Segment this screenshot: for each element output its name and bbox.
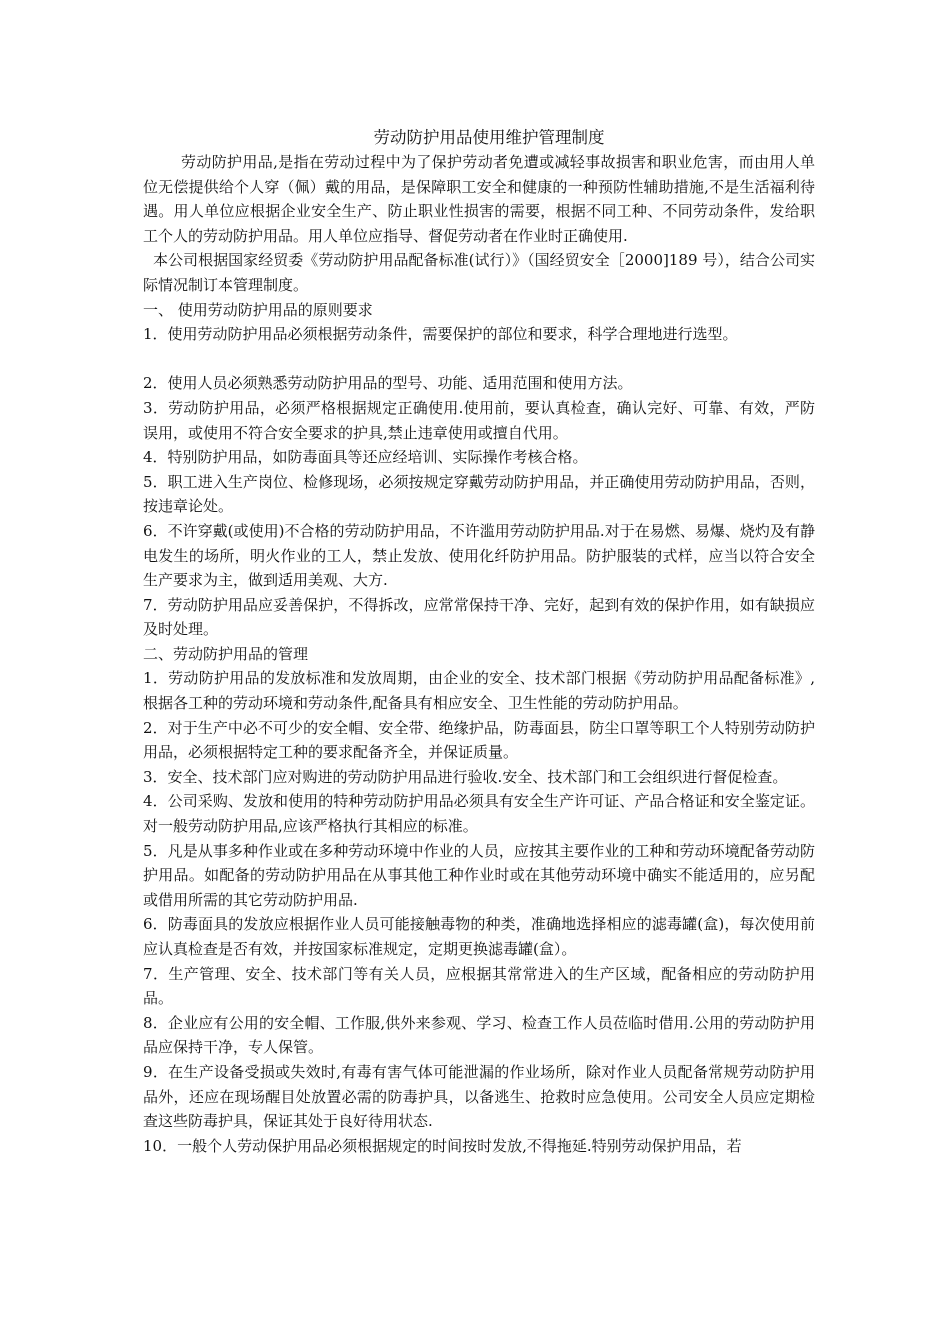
section-2-heading: 二、劳动防护用品的管理 [143, 644, 309, 663]
section-2-item: 10．一般个人劳动保护用品必须根据规定的时间按时发放,不得拖延.特别劳动保护用品，若 [143, 1136, 742, 1155]
section-1-item: 7．劳动防护用品应妥善保护，不得拆改，应常常保持干净、完好，起到有效的保护作用，如有缺损应及时处理。 [143, 595, 815, 639]
intro-paragraph: 劳动防护用品,是指在劳动过程中为了保护劳动者免遭或减轻事故损害和职业危害，而由用人单位无偿提供给个人穿（佩）戴的用品，是保障职工安全和健康的一种预防性辅助措施,不是生活福利待遇。用人单位应根据企业安全生产、防止职业性损害的需要，根据不同工种、不同劳动条件，发给职工个人的劳动防护用品。用人单位应指导、督促劳动者在作业时正确使用. [143, 153, 815, 245]
section-2-item: 5．凡是从事多种作业或在多种劳动环境中作业的人员，应按其主要作业的工种和劳动环境配备劳动防护用品。如配备的劳动防护用品在从事其他工种作业时或在其他劳动环境中确实不能适用的，应另配或借用所需的其它劳动防护用品. [143, 841, 815, 909]
document-title: 劳动防护用品使用维护管理制度 [373, 128, 605, 147]
basis-paragraph: 本公司根据国家经贸委《劳动防护用品配备标准(试行）》（国经贸安全［2000]189 号），结合公司实际情况制订本管理制度。 [143, 251, 815, 294]
section-2-item: 6．防毒面具的发放应根据作业人员可能接触毒物的种类，准确地选择相应的滤毒罐(盒)，每次使用前应认真检查是否有效，并按国家标准规定，定期更换滤毒罐(盒）。 [143, 915, 815, 958]
section-1-item: 1．使用劳动防护用品必须根据劳动条件，需要保护的部位和要求，科学合理地进行选型。 [143, 325, 738, 344]
section-2-item: 4．公司采购、发放和使用的特种劳动防护用品必须具有安全生产许可证、产品合格证和安全鉴定证。对一般劳动防护用品,应该严格执行其相应的标准。 [143, 792, 815, 836]
blank-line [143, 347, 815, 372]
section-2-item: 7．生产管理、安全、技术部门等有关人员，应根据其常常进入的生产区域，配备相应的劳动防护用品。 [143, 964, 815, 1008]
document-body [143, 126, 815, 1158]
section-1-item: 6．不许穿戴(或使用)不合格的劳动防护用品，不许滥用劳动防护用品.对于在易燃、易爆、烧灼及有静电发生的场所，明火作业的工人，禁止发放、使用化纤防护用品。防护服装的式样，应当以符合安全生产要求为主，做到适用美观、大方. [143, 521, 815, 590]
section-2-item: 3．安全、技术部门应对购进的劳动防护用品进行验收.安全、技术部门和工会组织进行督促检查。 [143, 767, 788, 786]
section-1-item: 5．职工进入生产岗位、检修现场，必须按规定穿戴劳动防护用品，并正确使用劳动防护用品，否则，按违章论处。 [143, 472, 815, 516]
section-1-item: 3．劳动防护用品，必须严格根据规定正确使用.使用前，要认真检查，确认完好、可靠、有效，严防误用，或使用不符合安全要求的护具,禁止违章使用或擅自代用。 [143, 398, 815, 442]
section-2-item: 8．企业应有公用的安全帽、工作服,供外来参观、学习、检查工作人员莅临时借用.公用的劳动防护用品应保持干净，专人保管。 [143, 1013, 815, 1057]
section-2-item: 9．在生产设备受损或失效时,有毒有害气体可能泄漏的作业场所，除对作业人员配备常规劳动防护用品外，还应在现场醒目处放置必需的防毒护具，以备逃生、抢救时应急使用。公司安全人员应定期检查这些防毒护具，保证其处于良好待用状态. [143, 1062, 815, 1131]
section-1-item: 4．特别防护用品，如防毒面具等还应经培训、实际操作考核合格。 [143, 448, 588, 467]
section-2-item: 2．对于生产中必不可少的安全帽、安全带、绝缘护品，防毒面县，防尘口罩等职工个人特别劳动防护用品，必须根据特定工种的要求配备齐全，并保证质量。 [143, 718, 815, 762]
section-1-heading: 一、 使用劳动防护用品的原则要求 [143, 300, 373, 319]
section-1-item: 2．使用人员必须熟悉劳动防护用品的型号、功能、适用范围和使用方法。 [143, 374, 633, 393]
section-2-item: 1．劳动防护用品的发放标准和发放周期，由企业的安全、技术部门根据《劳动防护用品配备标准》,根据各工种的劳动环境和劳动条件,配备具有相应安全、卫生性能的劳动防护用品。 [143, 669, 815, 713]
